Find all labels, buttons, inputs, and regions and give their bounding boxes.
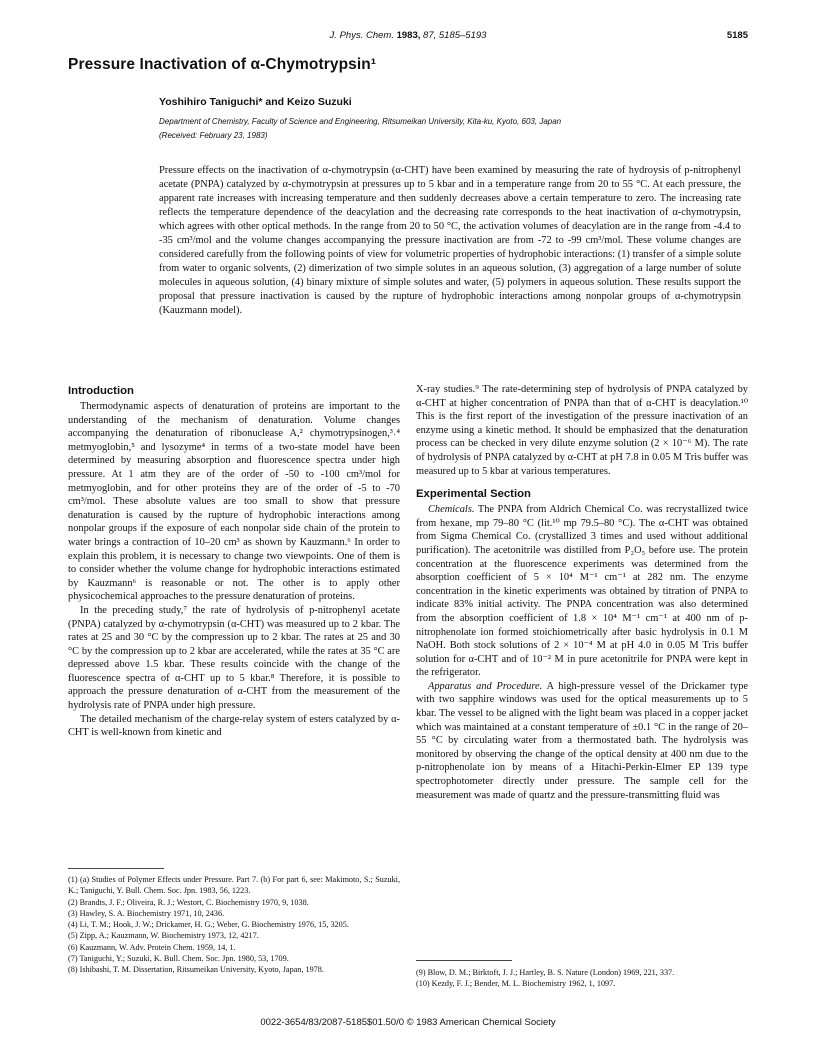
footnotes-right xyxy=(416,967,748,990)
footnote: (7) Taniguchi, Y.; Suzuki, K. Bull. Chem. Soc. Jpn. 1980, 53, 1709. xyxy=(68,954,289,964)
affiliation-block xyxy=(159,115,749,142)
section-heading-introduction: Introduction xyxy=(68,385,134,397)
section-heading-experimental: Experimental Section xyxy=(416,488,531,501)
intro-paragraph-continued: X-ray studies.⁹ The rate-determining step of hydrolysis of PNPA catalyzed by α-CHT at higher concentration of PNPA than that of α-CHT is deacylation.¹⁰ This is the first report of the investigation of the pressure inactivation of an enzyme using a kinetic method. It should be emphasized that the denaturation process can be checked in very dilute enzyme solution (2 × 10⁻⁶ M). The rate of hydrolysis of PNPA catalyzed by α-CHT at pH 7.8 in 0.05 M Tris buffer was measured up to 5 kbar at various temperatures. xyxy=(416,384,748,477)
footnote-divider xyxy=(68,868,164,869)
left-column xyxy=(68,383,400,740)
apparatus-paragraph xyxy=(416,680,748,802)
footnote: (5) Zipp, A.; Kauzmann, W. Biochemistry 1973, 12, 4217. xyxy=(68,931,259,941)
intro-paragraph: In the preceding study,⁷ the rate of hydrolysis of p-nitrophenyl acetate (PNPA) catalyzed by α-chymotrypsin (α-CHT) was measured up to 2 kbar. The rates at 25 and 30 °C by the compression up to 2 kbar. The rates at 25 and 30 °C by the compression up to 2 kbar are accelerated, while the rates at 35 °C are depressed above 1.5 kbar. These results coincide with the change of the fluorescence spectra of α-CHT up to 5 kbar.⁸ Therefore, it is possible to approach the pressure denaturation of α-CHT from the measurement of the hydrolysis rate of PNPA under high pressure. xyxy=(68,604,400,712)
intro-paragraph: The detailed mechanism of the charge-relay system of esters catalyzed by α-CHT is well-known from kinetic and xyxy=(68,713,400,739)
apparatus-run-in: Apparatus and Procedure. xyxy=(428,680,543,692)
footnote: (8) Ishibashi, T. M. Dissertation, Ritsumeikan University, Kyoto, Japan, 1978. xyxy=(68,965,324,975)
page-number: 5185 xyxy=(726,30,748,41)
journal-name: J. Phys. Chem. xyxy=(329,30,394,41)
article-title: Pressure Inactivation of α-Chymotrypsin¹ xyxy=(68,56,377,73)
chemicals-run-in: Chemicals. xyxy=(428,504,475,516)
page-footer: 0022-3654/83/2087-5185$01.50/0 © 1983 American Chemical Society xyxy=(260,1017,556,1028)
footnotes-left xyxy=(68,874,400,976)
affiliation: Department of Chemistry, Faculty of Science and Engineering, Ritsumeikan University, Kita-ku, Kyoto, 603, Japan xyxy=(159,117,562,126)
footnote: (9) Blow, D. M.; Birktoft, J. J.; Hartley, B. S. Nature (London) 1969, 221, 337. xyxy=(416,968,675,977)
running-header xyxy=(68,30,748,44)
journal-year: 1983, xyxy=(396,30,421,41)
abstract: Pressure effects on the inactivation of α-chymotrypsin (α-CHT) have been examined by measuring the rate of hydroysis of p-nitrophenyl acetate (PNPA) catalyzed by α-chymotrypsin at pressures up to 5 kbar and in a temperature range from 20 to 55 °C. At each pressure, the apparent rate increases with increasing temperature and then suddenly decreases above a certain temperature to zero. The increasing rate reflects the temperature dependence of the deacylation and the decreasing rate corresponds to the heat inactivation of α-chymotrypsin, which agrees with other optical methods. In the range from 20 to 50 °C, the activation volumes of deacylation are in the range from -4.4 to -35 cm³/mol and the volume changes accompanying the pressure inactivation are from -72 to -99 cm³/mol. These volume changes are considered carefully from the following points of view for volumetric properties of hydrophobic interactions: (1) transfer of a simple solute from water to organic solvents, (2) dimerization of two simple solutes in an aqueous solution, (3) aggregation of a large number of solute molecules in aqueous solution, (4) binary mixture of simple solutes and water, (5) polymers in aqueous solution. These results support the proposal that pressure inactivation is caused by the rupture of hydrophobic interactions among nonpolar groups of α-chymotrypsin (Kauzmann model). xyxy=(159,165,741,316)
chemicals-text: The PNPA from Aldrich Chemical Co. was recrystallized twice from hexane, mp 79–80 °C (lit.¹⁰ mp 79.5–80 °C). The α-CHT was obtained from Sigma Chemical Co. (crystallized 3 times and used without additional purification). The acetonitrile was distilled from P₂O₅ before use. The protein concentration at the fluorescence experiments was determined from the absorption coefficient of 5 × 10⁴ M⁻¹ cm⁻¹ at 282 nm. The enzyme concentration in the kinetic experiments was obtained by titration of PNPA to indicate 83% initial activity. The PNPA concentration was also determined from the absorption coefficient of 1.8 × 10⁴ M⁻¹ cm⁻¹ at 400 nm of p-nitrophenolate ion formed stoichiometrically after basic hydrolysis in 0.1 M NaOH. Both stock solutions of 2 × 10⁻⁴ M at pH 4.0 in 0.05 M Tris buffer solution for α-CHT and of 10⁻² M in pure acetonitrile for PNPA were kept in the refrigerator. xyxy=(416,504,748,679)
footnote-divider xyxy=(416,960,512,961)
footnote: (10) Kezdy, F. J.; Bender, M. L. Biochemistry 1962, 1, 1097. xyxy=(416,979,616,989)
footnote: (1) (a) Studies of Polymer Effects under Pressure. Part 7. (b) For part 6, see: Makimoto, S.; Suzuki, K.; Taniguchi, Y. Bull. Chem. Soc. Jpn. 1983, 56, 1223. xyxy=(68,875,400,896)
authors: Yoshihiro Taniguchi* and Keizo Suzuki xyxy=(159,96,352,108)
apparatus-text: A high-pressure vessel of the Drickamer type with two sapphire windows was used for the optical measurements up to 5 kbar. The vessel to be aligned with the light beam was placed in a copper jacket which was maintained at a constant temperature of ±0.1 °C in the range of 20–55 °C by circulating water from a thermostated bath. The hydrolysis was monitored by observing the change of the optical density at 400 nm due to the p-nitrophenolate ion by means of a Hitachi-Perkin-Elmer EP 139 type spectrophotometer directly under pressure. The sample cell for the measurement was made of quartz and the pressure-transmitting fluid was xyxy=(416,680,749,801)
footnote: (3) Hawley, S. A. Biochemistry 1971, 10, 2436. xyxy=(68,908,225,918)
chemicals-paragraph xyxy=(416,503,748,680)
footnote: (2) Brandts, J. F.; Oliveira, R. J.; Westort, C. Biochemistry 1970, 9, 1038. xyxy=(68,897,309,907)
journal-citation xyxy=(68,30,748,41)
journal-pages: 5185–5193 xyxy=(438,30,487,41)
received-date: (Received: February 23, 1983) xyxy=(159,130,268,140)
journal-volume: 87, xyxy=(423,30,437,41)
right-column xyxy=(416,383,748,802)
intro-paragraph: Thermodynamic aspects of denaturation of proteins are important to the understanding of the mechanism of denaturation. Volume changes accompanying the denaturation of ribonuclease A,² chymotrypsinogen,³˒⁴ metmyoglobin,⁵ and lysozyme⁴ in terms of a two-state model have been determined by measuring absorption and fluorescence spectra under high pressure. At 1 atm they are of the order of -50 to -100 cm³/mol for metmyoglobin, and for other proteins they are of the order of -5 to -70 cm³/mol. These absolute values are too small to show that pressure denaturation is caused by the rupture of hydrophobic interactions among nonpolar groups if the exposure of each nonpolar side chain of the protein to water brings a contraction of 10–20 cm³ as shown by Kauzmann.⁶ In order to explain this problem, it is necessary to change two viewpoints. One of them is to consider whether the volume change for hydrophobic interactions estimated by Kauzmann⁶ is reasonable or not. The other is to apply other physicochemical approaches to the pressure denaturation of proteins. xyxy=(68,401,400,603)
footnote: (6) Kauzmann, W. Adv. Protein Chem. 1959, 14, 1. xyxy=(68,942,236,952)
footnote: (4) Li, T. M.; Hook, J. W.; Drickamer, H. G.; Weber, G. Biochemistry 1976, 15, 3205. xyxy=(68,920,349,930)
